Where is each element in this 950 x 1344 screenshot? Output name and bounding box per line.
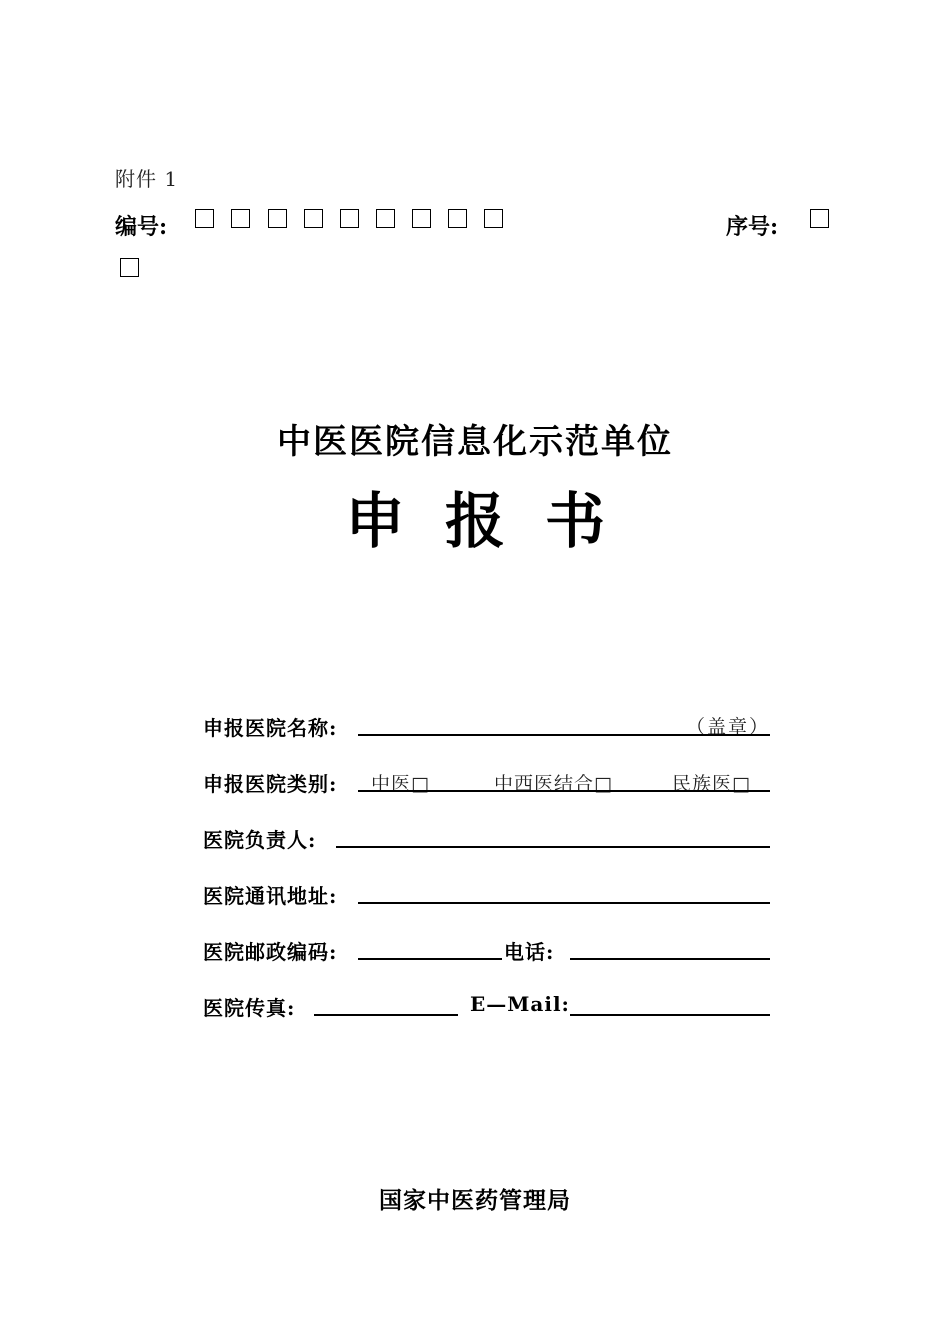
document-subtitle: 申报书 (345, 487, 645, 557)
hospital-name-underline (358, 734, 770, 736)
sequence-box-1[interactable] (810, 209, 829, 228)
director-underline (336, 846, 770, 848)
phone-field[interactable] (574, 936, 768, 960)
sequence-label: 序号: (726, 214, 779, 240)
fax-underline (314, 1014, 458, 1016)
phone-label: 电话: (504, 940, 555, 964)
phone-underline (570, 958, 770, 960)
attachment-label: 附件 1 (115, 167, 179, 191)
hospital-name-label: 申报医院名称: (203, 716, 338, 740)
postcode-field[interactable] (362, 936, 500, 960)
number-box-7[interactable] (412, 209, 431, 228)
director-label: 医院负责人: (203, 828, 317, 852)
document-title: 中医医院信息化示范单位 (277, 422, 673, 462)
number-box-5[interactable] (340, 209, 359, 228)
number-box-1[interactable] (195, 209, 214, 228)
number-box-6[interactable] (376, 209, 395, 228)
postcode-underline (358, 958, 502, 960)
sequence-box-2[interactable] (120, 258, 139, 277)
fax-field[interactable] (318, 992, 456, 1016)
number-box-9[interactable] (484, 209, 503, 228)
number-box-4[interactable] (304, 209, 323, 228)
category-option-integrated[interactable]: 中西医结合□ (494, 773, 613, 795)
issuing-authority: 国家中医药管理局 (379, 1187, 571, 1214)
hospital-name-field[interactable] (362, 712, 682, 736)
number-box-8[interactable] (448, 209, 467, 228)
postcode-label: 医院邮政编码: (203, 940, 338, 964)
category-underline (358, 790, 770, 792)
stamp-note: （盖章） (686, 716, 771, 738)
category-option-tcm[interactable]: 中医□ (371, 773, 430, 795)
number-box-2[interactable] (231, 209, 250, 228)
category-option-ethnic[interactable]: 民族医□ (672, 773, 751, 795)
director-field[interactable] (340, 824, 768, 848)
email-field[interactable] (574, 992, 768, 1016)
address-underline (358, 902, 770, 904)
number-box-3[interactable] (268, 209, 287, 228)
email-label: E—Mail: (470, 992, 570, 1016)
fax-label: 医院传真: (203, 996, 296, 1020)
address-label: 医院通讯地址: (203, 884, 338, 908)
address-field[interactable] (362, 880, 768, 904)
category-label: 申报医院类别: (203, 772, 338, 796)
email-underline (570, 1014, 770, 1016)
number-label: 编号: (115, 214, 168, 240)
